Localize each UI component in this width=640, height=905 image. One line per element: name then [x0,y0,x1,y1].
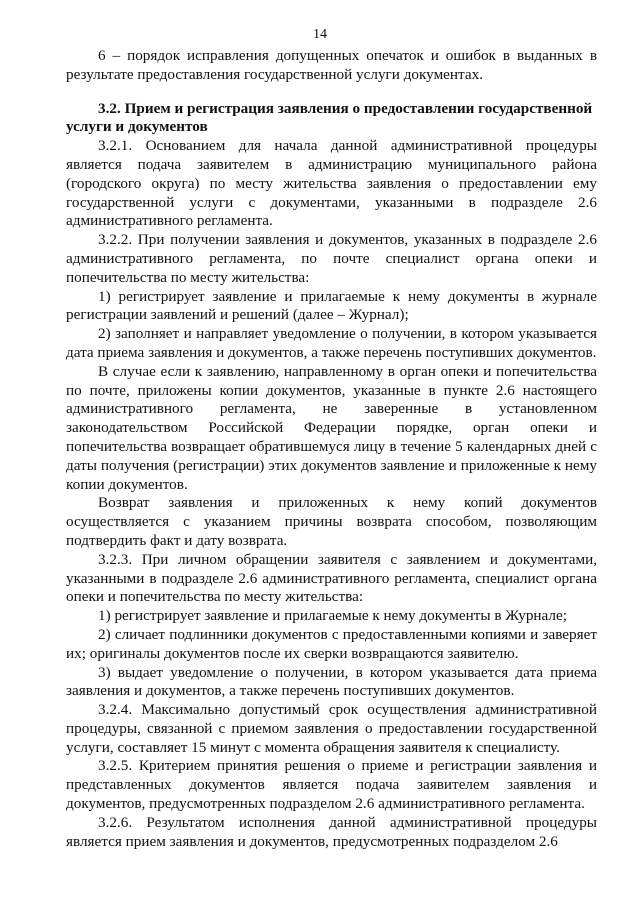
paragraph-intro-item-6: 6 – порядок исправления допущенных опечаток и ошибок в выданных в результате предоставления государственной услуги документах. [66,47,597,83]
paragraph-copies-return: В случае если к заявлению, направленному в орган опеки и попечительства по почте, приложены копии документов, указанные в пункте 2.6 настоящего административного регламента, не заверенные в установленном законодательством Российской Федерации порядке, орган опеки и попечительства возвращает обратившемуся лицу в течение 5 календарных дней с даты получения (регистрации) этих документов заявление и приложенные к нему копии документов. [66,362,597,493]
section-heading-3-2: 3.2. Прием и регистрация заявления о предоставлении государственной услуги и документов [66,99,593,136]
paragraph-3-2-3-item-1: 1) регистрирует заявление и прилагаемые к нему документы в Журнале; [98,607,567,625]
paragraph-3-2-4: 3.2.4. Максимально допустимый срок осуществления административной процедуры, связанной с приемом заявления о предоставлении государственной услуги, составляет 15 минут с момента обращения заявителя к специалисту. [66,701,597,756]
paragraph-3-2-3-item-3: 3) выдает уведомление о получении, в котором указывается дата приема заявления и документов, а также перечень поступивших документов. [66,663,597,700]
page-number: 14 [313,27,327,42]
paragraph-3-2-2-item-1: 1) регистрирует заявление и прилагаемые к нему документы в журнале регистрации заявлений и решений (далее – Журнал); [66,287,597,324]
paragraph-3-2-2-item-2: 2) заполняет и направляет уведомление о получении, в котором указывается дата приема заявления и документов, а также перечень поступивших документов. [66,325,597,361]
paragraph-3-2-6: 3.2.6. Результатом исполнения данной административной процедуры является прием заявления и документов, предусмотренных подразделом 2.6 [66,813,597,850]
paragraph-3-2-2: 3.2.2. При получении заявления и документов, указанных в подразделе 2.6 административного регламента, по почте специалист органа опеки и попечительства по месту жительства: [66,231,597,286]
paragraph-3-2-5: 3.2.5. Критерием принятия решения о приеме и регистрации заявления и представленных документов является подача заявителем заявления и документов, предусмотренных подразделом 2.6 административного регламента. [66,757,597,813]
document-body [66,47,597,851]
paragraph-return-method: Возврат заявления и приложенных к нему копий документов осуществляется с указанием причины возврата способом, позволяющим подтвердить факт и дату возврата. [66,494,597,549]
paragraph-3-2-3-item-2: 2) сличает подлинники документов с предоставленными копиями и заверяет их; оригиналы документов после их сверки возвращаются заявителю. [66,625,597,662]
paragraph-3-2-1: 3.2.1. Основанием для начала данной административной процедуры является подача заявителем в администрацию муниципального района (городского округа) по месту жительства заявления о предоставлении ему государственной услуги с документами, указанными в подразделе 2.6 административного регламента. [66,137,597,230]
paragraph-3-2-3: 3.2.3. При личном обращении заявителя с заявлением и документами, указанными в подразделе 2.6 административного регламента, специалист органа опеки и попечительства по месту жительства: [66,550,597,606]
